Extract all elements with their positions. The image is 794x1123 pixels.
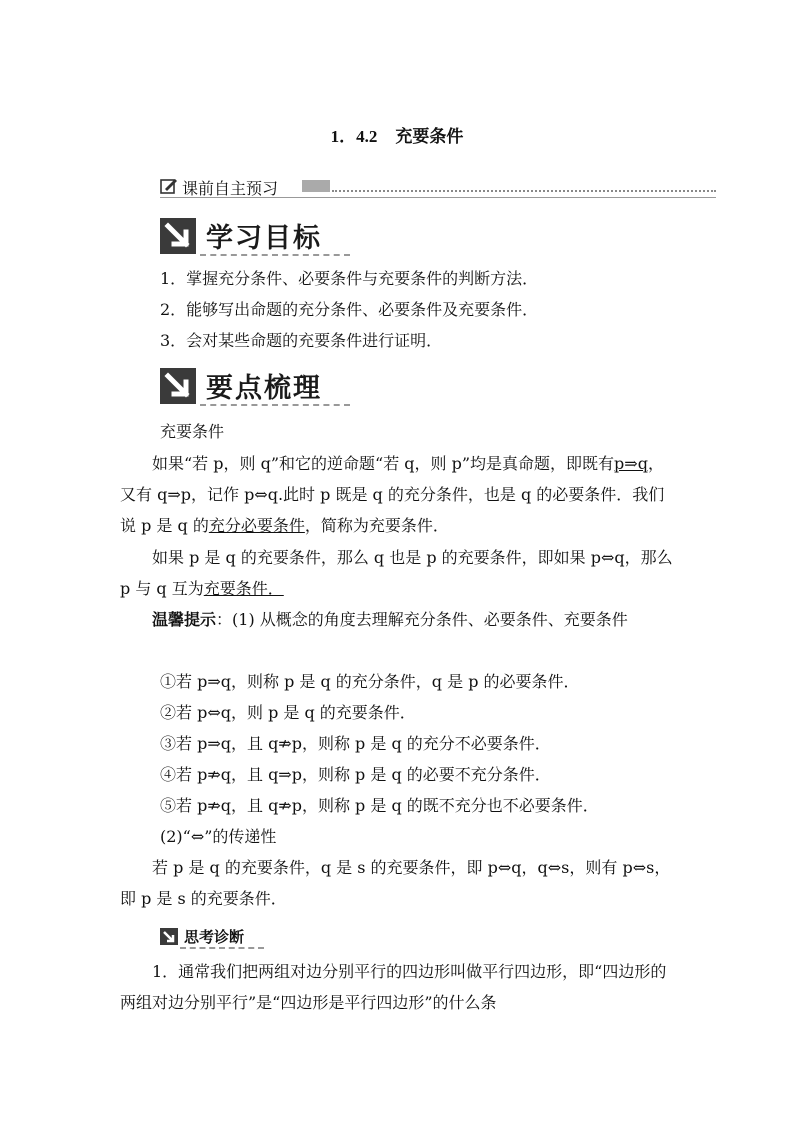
goal-item: 2．能够写出命题的充分条件、必要条件及充要条件． xyxy=(160,300,539,319)
think-dash-rule xyxy=(180,947,264,949)
page-title xyxy=(0,122,794,147)
transit-title: (2)“⇔”的传递性 xyxy=(160,827,277,846)
goals-dash-rule xyxy=(200,254,350,256)
goal-item: 3．会对某些命题的充要条件进行证明． xyxy=(160,331,443,350)
section-title: 充要条件 xyxy=(395,127,464,146)
def-text-b: ，又有 q⇒p，记作 p⇔q.此时 p 既是 q 的充分条件，也是 q 的必要条件．我们说 p 是 q 的 xyxy=(120,454,665,535)
preview-banner xyxy=(160,176,716,198)
banner-label: 课前自主预习 xyxy=(182,179,279,198)
section-number: 1．4.2 xyxy=(330,127,378,146)
definition-paragraph xyxy=(120,448,676,541)
def-text-c: ，简称为充要条件． xyxy=(304,516,449,535)
think-question: 1．通常我们把两组对边分别平行的四边形叫做平行四边形，即“四边形的两组对边分别平行”是“四边形是平行四边形”的什么条 xyxy=(120,962,667,1012)
case-item: ⑤若 p⇏q，且 q⇏p，则称 p 是 q 的既不充分也不必要条件． xyxy=(160,796,599,815)
case-item: ②若 p⇔q，则 p 是 q 的充要条件． xyxy=(160,703,416,722)
goal-item: 1．掌握充分条件、必要条件与充要条件的判断方法． xyxy=(160,269,539,288)
def-text-a: 如果“若 p，则 q”和它的逆命题“若 q，则 p”均是真命题，即既有 xyxy=(152,454,615,473)
arrow-box-icon xyxy=(160,368,196,404)
def-underline-term: 充分必要条件 xyxy=(208,516,305,535)
mutual-underline: 充要条件． xyxy=(203,579,284,598)
points-heading: 要点梳理 xyxy=(206,373,322,404)
case-item: ③若 p⇒q，且 q⇏p，则称 p 是 q 的充分不必要条件． xyxy=(160,734,551,753)
tip-paragraph xyxy=(120,604,676,635)
think-heading: 思考诊断 xyxy=(184,928,245,946)
pencil-box-icon xyxy=(160,177,178,195)
points-dash-rule xyxy=(200,404,350,406)
goals-header xyxy=(160,216,350,256)
tip-text: ：(1) 从概念的角度去理解充分条件、必要条件、充要条件 xyxy=(216,610,628,629)
points-header xyxy=(160,366,350,406)
arrow-box-icon xyxy=(160,928,178,945)
mutual-text: 如果 p 是 q 的充要条件，那么 q 也是 p 的充要条件，即如果 p⇔q，那么 p 与 q 互为 xyxy=(120,548,673,598)
banner-underline xyxy=(160,197,716,198)
mutual-paragraph xyxy=(120,542,676,604)
tip-label: 温馨提示 xyxy=(152,610,217,629)
goals-heading: 学习目标 xyxy=(206,223,322,254)
case-item: ④若 p⇏q，且 q⇒p，则称 p 是 q 的必要不充分条件． xyxy=(160,765,551,784)
think-header xyxy=(160,926,264,948)
arrow-box-icon xyxy=(160,218,196,254)
case-item: ①若 p⇒q，则称 p 是 q 的充分条件，q 是 p 的必要条件． xyxy=(160,672,580,691)
banner-block xyxy=(302,180,330,192)
points-subheading: 充要条件 xyxy=(160,422,225,441)
def-underline-implication: p⇒q xyxy=(614,454,648,473)
transit-paragraph: 若 p 是 q 的充要条件，q 是 s 的充要条件，即 p⇔q，q⇔s，则有 p⇔s，即 p 是 s 的充要条件． xyxy=(120,858,671,908)
banner-dotted-rule xyxy=(332,190,716,192)
